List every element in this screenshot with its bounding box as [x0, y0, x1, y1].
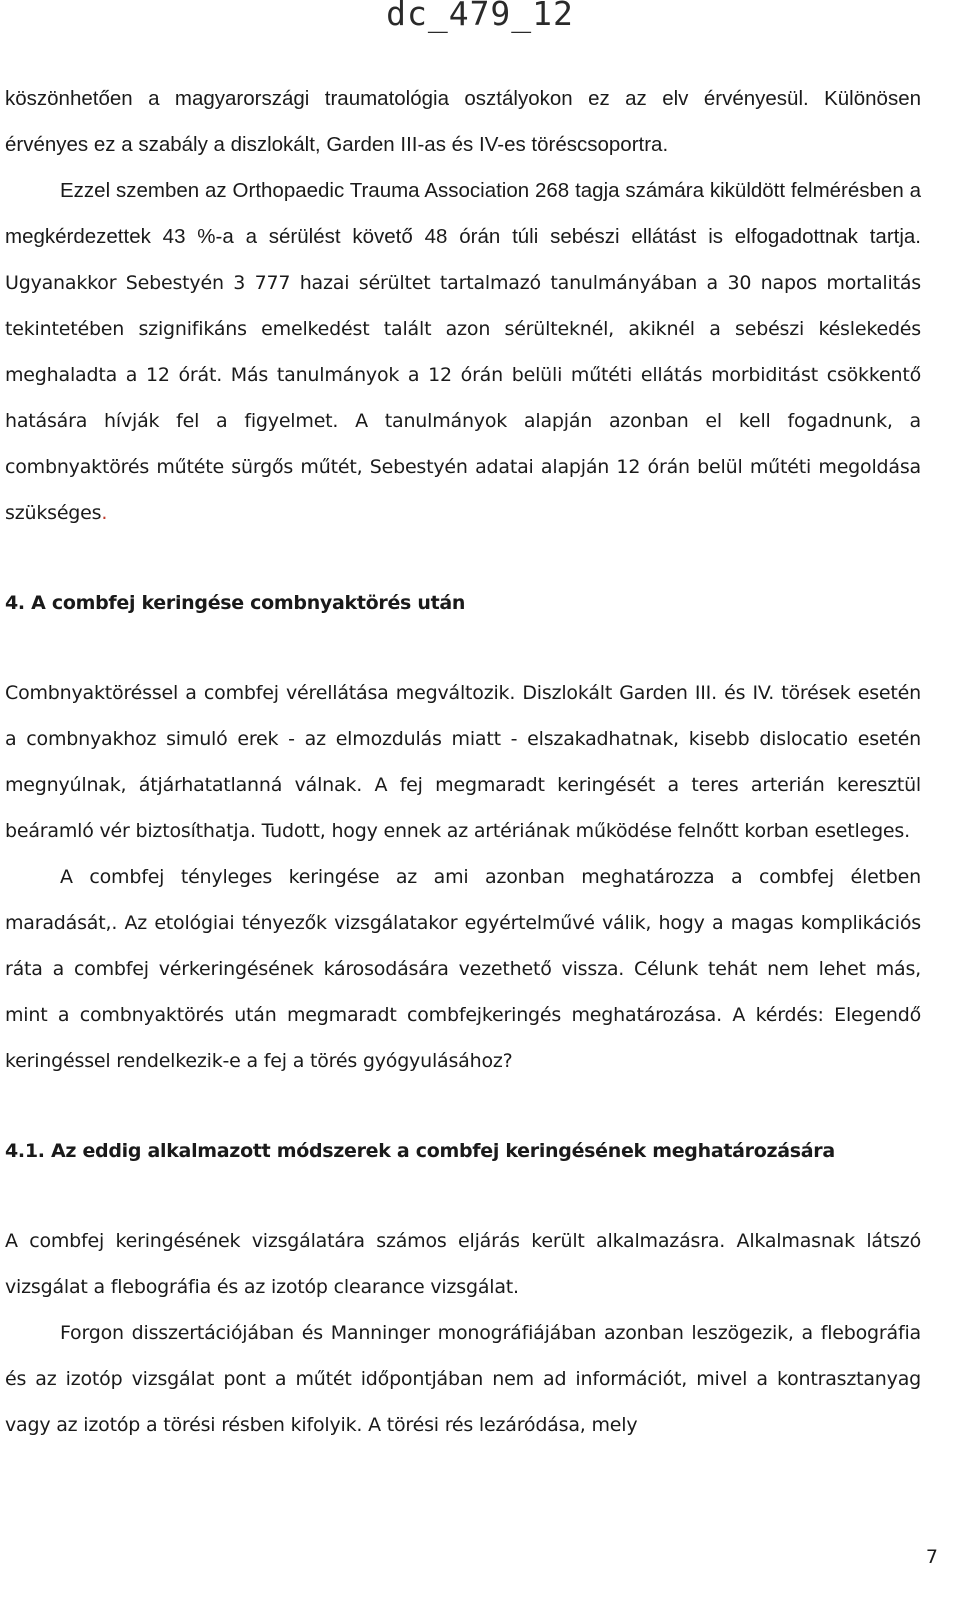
paragraph-timing	[5, 168, 921, 536]
paragraph-blood-supply: Combnyaktöréssel a combfej vérellátása megváltozik. Diszlokált Garden III. és IV. törések esetén a combnyakhoz simuló erek - az elmozdulás miatt - elszakadhatnak, kisebb dislocatio esetén megnyúlnak, átjárhatatlanná válnak. A fej megmaradt keringését a teres arterián keresztül beáramló vér biztosíthatja. Tudott, hogy ennek az artériának működése felnőtt korban esetleges.	[5, 682, 921, 842]
paragraph-methods: A combfej keringésének vizsgálatára számos eljárás került alkalmazásra. Alkalmasnak látszó vizsgálat a flebográfia és az izotóp clearance vizsgálat.	[5, 1230, 921, 1298]
document-id-header: dc_479_12	[386, 0, 574, 33]
section-4-heading: 4. A combfej keringése combnyaktörés után	[5, 592, 466, 614]
document-body	[5, 76, 921, 1448]
paragraph-femoral-head-circulation: A combfej tényleges keringése az ami azonban meghatározza a combfej életben maradását,. Az etológiai tényezők vizsgálatakor egyértelművé válik, hogy a magas komplikációs ráta a combfej vérkeringésének károsodására vezethető vissza. Célunk tehát nem lehet más, mint a combnyaktörés után megmaradt combfejkeringés meghatározása. A kérdés: Elegendő keringéssel rendelkezik-e a fej a törés gyógyulásához?	[5, 866, 921, 1072]
paragraph-intro: köszönhetően a magyarországi traumatológia osztályokon ez az elv érvényesül. Különösen érvényes ez a szabály a diszlokált, Garden III-as és IV-es töréscsoportra.	[5, 87, 921, 156]
paragraph-timing-part1: Ezzel szemben az Orthopaedic Trauma Association 268 tagja számára kiküldött felmérésben a megkérdezettek 43 %-a a sérülést követő 48 órán túli sebészi ellátást is elfogadottnak tartja.	[5, 179, 921, 248]
paragraph-timing-part2-text: Ugyanakkor Sebestyén 3 777 hazai sérültet tartalmazó tanulmányában a 30 napos mortalitás tekintetében szignifikáns emelkedést talált azon sérülteknél, akiknél a sebészi késlekedés meghaladta a 12 órát. Más tanulmányok a 12 órán belüli műtéti ellátás morbiditást csökkentő hatására hívják fel a figyelmet. A tanulmányok alapján azonban el kell fogadnunk, a combnyaktörés műtéte sürgős műtét, Sebestyén adatai alapján 12 órán belül műtéti megoldása szükséges	[5, 272, 921, 524]
section-4-1-heading: 4.1. Az eddig alkalmazott módszerek a combfej keringésének meghatározására	[5, 1140, 835, 1162]
paragraph-timing-part2	[5, 272, 921, 524]
paragraph-forgon-manninger: Forgon disszertációjában és Manninger monográfiájában azonban leszögezik, a flebográfia és az izotóp vizsgálat pont a műtét időpontjában nem ad információt, mivel a kontrasztanyag vagy az izotóp a törési résben kifolyik. A törési rés lezáródása, mely	[5, 1322, 921, 1436]
paragraph-timing-red-period: .	[101, 502, 108, 524]
page-number: 7	[925, 1546, 938, 1568]
